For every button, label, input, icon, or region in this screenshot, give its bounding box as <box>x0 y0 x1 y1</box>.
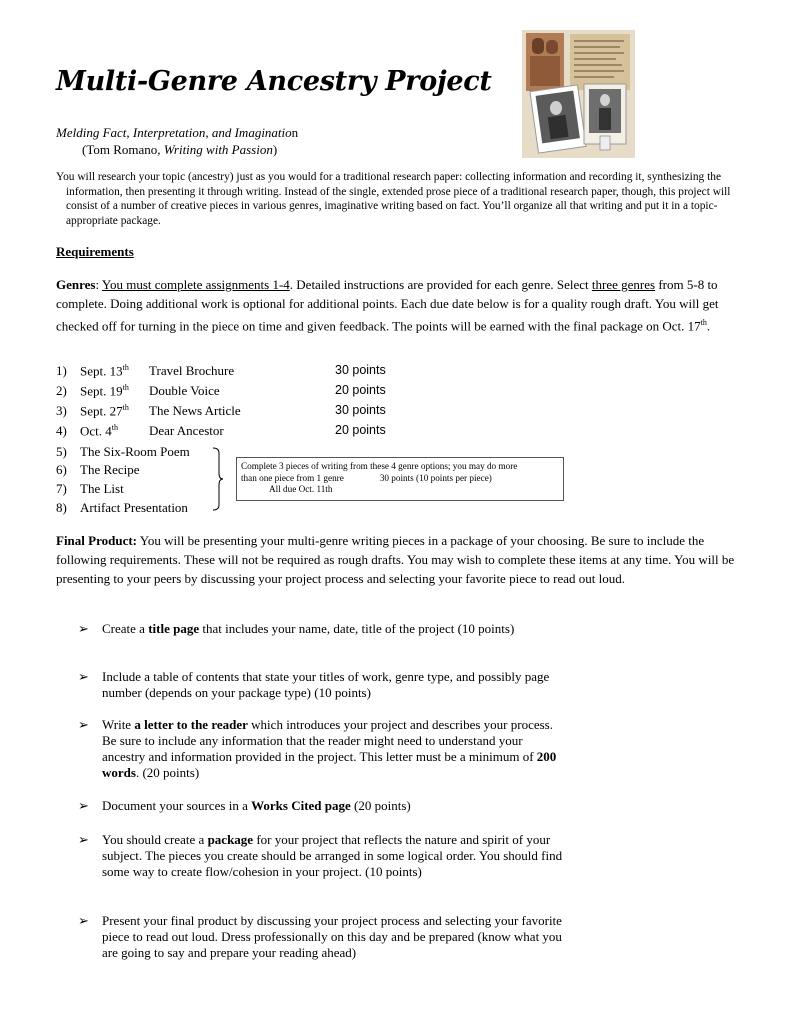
assignment-points: 20 points <box>335 383 386 397</box>
requirement-text: Write a letter to the reader which introduces your project and describes your process. Be sure to include any information that the reader might need to understand your ancestry and information provided in the project. This letter must be a minimum of 200 words. (20 points) <box>102 717 557 780</box>
page-title: Multi-Genre Ancestry Project <box>56 66 492 97</box>
final-product-paragraph: Final Product: You will be presenting your multi-genre writing pieces in a package of your choosing. Be sure to include the following requirements. These will not be required as rough drafts. You may wish to complete these items at any time. You will be presenting to your peers by discussing your project process and selecting your favorite piece to read out loud. <box>56 533 735 586</box>
assignment-date: Artifact Presentation <box>80 500 188 515</box>
assignment-genre: The News Article <box>149 403 241 418</box>
assignment-number: 2) <box>56 383 67 398</box>
arrow-bullet-icon: ➢ <box>78 798 89 813</box>
arrow-bullet-icon: ➢ <box>78 717 89 732</box>
assignment-number: 7) <box>56 481 67 496</box>
requirement-text: You should create a package for your project that reflects the nature and spirit of your subject. The pieces you create should be arranged in some logical order. You should find some way to create flow/cohesion in your project. (10 points) <box>102 832 563 879</box>
arrow-bullet-icon: ➢ <box>78 669 89 684</box>
assignment-date: The Six-Room Poem <box>80 444 190 459</box>
assignment-date: Sept. 19th <box>80 383 129 399</box>
assignment-points: 30 points <box>335 403 386 417</box>
assignment-number: 4) <box>56 423 67 438</box>
requirements-heading: Requirements <box>56 244 134 259</box>
arrow-bullet-icon: ➢ <box>78 621 89 636</box>
assignment-points: 30 points <box>335 363 386 377</box>
assignment-date: Sept. 27th <box>80 403 129 419</box>
requirement-text: Present your final product by discussing your project process and selecting your favorite piece to read out loud. Dress professionally on this day and be prepared (know what you are going to say and prepare your reading ahead) <box>102 913 562 960</box>
ancestry-photo-collage <box>522 30 635 158</box>
requirement-text: Include a table of contents that state your titles of work, genre type, and possibly page number (depends on your package type) (10 points) <box>102 669 550 700</box>
arrow-bullet-icon: ➢ <box>78 913 89 928</box>
genres-paragraph: Genres: You must complete assignments 1-4. Detailed instructions are provided for each genre. Select three genres from 5-8 to complete. Doing additional work is optional for additional points. Each due date below is for a quality rough draft. You will get checked off for turning in the piece on time and given feedback. The points will be earned with the final package on Oct. 17th. <box>56 277 719 334</box>
requirement-text: Document your sources in a Works Cited page (20 points) <box>102 798 411 813</box>
assignment-date: The List <box>80 481 124 496</box>
intro-paragraph: You will research your topic (ancestry) just as you would for a traditional research paper: collecting information and recording it, synthesizing the information, then presenting it through writing. Instead of the single, extended prose piece of a traditional research paper, though, this project will consist of a number of creative pieces in various genres, imaginative writing based on fact. You’ll organize all that writing and put it in a topic-appropriate package. <box>56 171 731 227</box>
arrow-bullet-icon: ➢ <box>78 832 89 847</box>
genre-options-note: Complete 3 pieces of writing from these 4 genre options; you may do more than one piece from 1 genre 30 points (10 points per piece) All due Oct. 11th <box>236 457 564 501</box>
assignment-points: 20 points <box>335 423 386 437</box>
assignment-number: 5) <box>56 444 67 459</box>
requirement-text: Create a title page that includes your name, date, title of the project (10 points) <box>102 621 515 636</box>
brace-icon <box>212 447 224 511</box>
subtitle: Melding Fact, Interpretation, and Imagination (Tom Romano, Writing with Passion) <box>56 125 299 157</box>
assignment-number: 6) <box>56 462 67 477</box>
assignment-genre: Dear Ancestor <box>149 423 224 438</box>
assignment-date: Oct. 4th <box>80 423 119 439</box>
assignment-genre: Travel Brochure <box>149 363 235 378</box>
assignment-number: 3) <box>56 403 67 418</box>
assignment-number: 8) <box>56 500 67 515</box>
assignment-number: 1) <box>56 363 67 378</box>
assignment-date: Sept. 13th <box>80 363 129 379</box>
assignment-date: The Recipe <box>80 462 140 477</box>
assignment-genre: Double Voice <box>149 383 220 398</box>
